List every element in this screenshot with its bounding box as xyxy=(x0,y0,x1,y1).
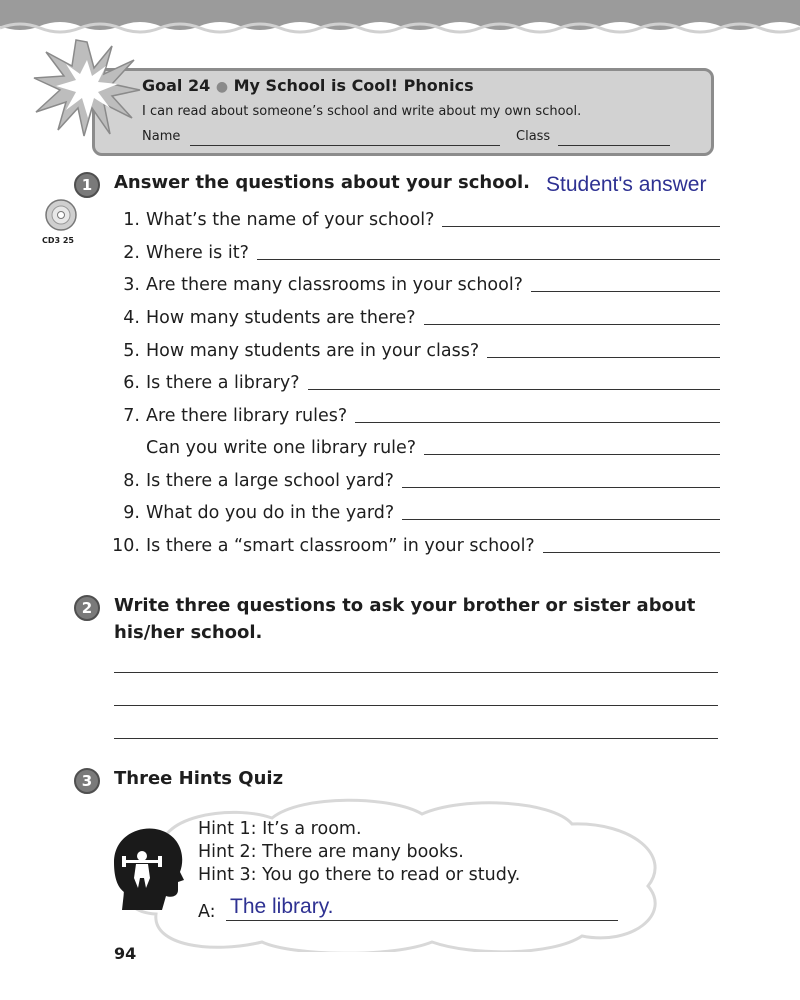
goal-objective: I can read about someone’s school and write about my own school. xyxy=(142,104,582,119)
question-number: 3. xyxy=(123,275,140,295)
question-text: Is there a “smart classroom” in your school? xyxy=(146,536,535,556)
writing-line-2[interactable] xyxy=(114,705,718,706)
question-row-10 xyxy=(100,530,720,556)
bullet-dot-icon: ● xyxy=(215,79,229,95)
question-number: 2. xyxy=(123,243,140,263)
answer-line[interactable] xyxy=(402,519,720,520)
answer-line[interactable] xyxy=(442,226,720,227)
name-label: Name xyxy=(142,129,181,144)
section-2-title-line-1: Write three questions to ask your brother or sister about xyxy=(114,595,696,616)
hint-2: Hint 2: There are many books. xyxy=(198,842,464,862)
quiz-answer-line[interactable] xyxy=(226,920,618,921)
cd-track-label: CD3 25 xyxy=(42,236,74,245)
question-number: 4. xyxy=(123,308,140,328)
section-2-title-line-2: his/her school. xyxy=(114,622,263,643)
question-row-1 xyxy=(100,204,720,230)
question-text: How many students are there? xyxy=(146,308,416,328)
class-field[interactable] xyxy=(558,145,670,146)
class-label: Class xyxy=(516,129,551,144)
answer-line[interactable] xyxy=(424,324,720,325)
writing-line-3[interactable] xyxy=(114,738,718,739)
top-wave-border xyxy=(0,0,800,40)
answer-line[interactable] xyxy=(308,389,720,390)
writing-line-1[interactable] xyxy=(114,672,718,673)
question-row-5 xyxy=(100,335,720,361)
section-3-number-icon: 3 xyxy=(74,768,100,794)
hint-3: Hint 3: You go there to read or study. xyxy=(198,865,521,885)
question-text: Is there a large school yard? xyxy=(146,471,394,491)
section-1-number-icon: 1 xyxy=(74,172,100,198)
question-number: 5. xyxy=(123,341,140,361)
question-row-6 xyxy=(100,367,720,393)
hint-1: Hint 1: It’s a room. xyxy=(198,819,362,839)
answer-line[interactable] xyxy=(402,487,720,488)
question-row-8 xyxy=(100,465,720,491)
section-1-title: Answer the questions about your school. xyxy=(114,172,530,193)
answer-line[interactable] xyxy=(257,259,720,260)
question-number: 10. xyxy=(112,536,140,556)
question-row-3 xyxy=(100,269,720,295)
question-row-2 xyxy=(100,237,720,263)
question-number: 6. xyxy=(123,373,140,393)
answer-line[interactable] xyxy=(487,357,720,358)
goal-title xyxy=(142,76,474,95)
answer-line[interactable] xyxy=(543,552,720,553)
handwritten-answer: The library. xyxy=(230,895,334,918)
cd-icon xyxy=(44,198,78,232)
question-number: 1. xyxy=(123,210,140,230)
question-text: What do you do in the yard? xyxy=(146,503,395,523)
goal-number: Goal 24 xyxy=(142,76,211,95)
question-text: Are there library rules? xyxy=(146,406,348,426)
question-row-7 xyxy=(100,400,720,426)
answer-line[interactable] xyxy=(424,454,720,455)
answer-line[interactable] xyxy=(355,422,720,423)
question-row-9 xyxy=(100,497,720,523)
question-text: Is there a library? xyxy=(146,373,300,393)
question-row-7b xyxy=(100,432,720,458)
question-text: How many students are in your class? xyxy=(146,341,480,361)
handwritten-note: Student's answer xyxy=(546,173,707,196)
question-text: Can you write one library rule? xyxy=(146,438,417,458)
name-field[interactable] xyxy=(190,145,500,146)
question-number: 9. xyxy=(123,503,140,523)
starburst-icon xyxy=(32,38,142,138)
question-text: Where is it? xyxy=(146,243,249,263)
thinking-head-icon xyxy=(100,822,188,910)
section-3-title: Three Hints Quiz xyxy=(114,768,284,789)
answer-label: A: xyxy=(198,902,216,922)
question-number: 7. xyxy=(123,406,140,426)
answer-line[interactable] xyxy=(531,291,720,292)
question-row-4 xyxy=(100,302,720,328)
question-text: What’s the name of your school? xyxy=(146,210,435,230)
page-number: 94 xyxy=(114,944,137,963)
question-number: 8. xyxy=(123,471,140,491)
section-2-number-icon: 2 xyxy=(74,595,100,621)
goal-name: My School is Cool! Phonics xyxy=(233,76,474,95)
question-text: Are there many classrooms in your school? xyxy=(146,275,523,295)
